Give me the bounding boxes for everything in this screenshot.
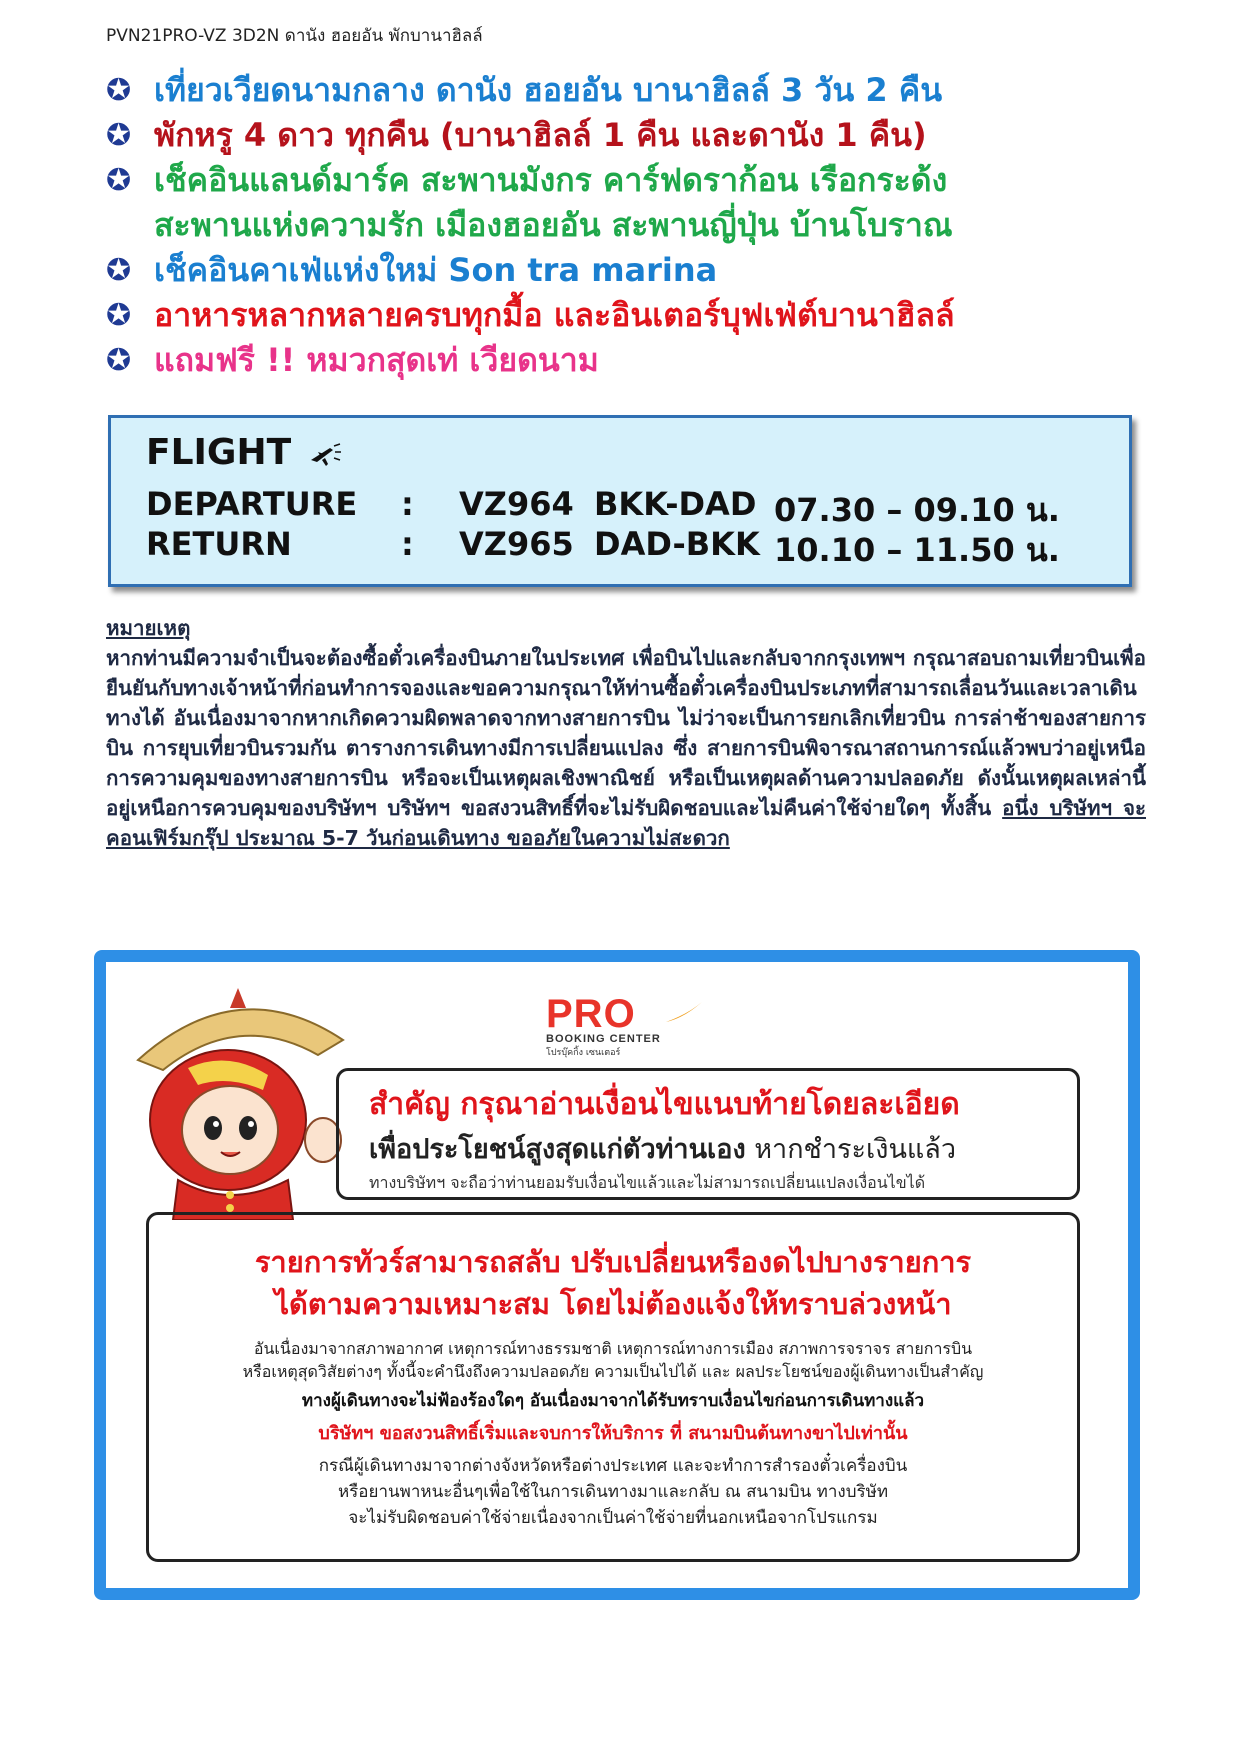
important-panel [336, 1068, 1080, 1200]
star-icon: ✪ [106, 163, 132, 198]
logo-thai-text: โปรบุ๊คกิ้ง เซนเตอร์ [546, 1048, 621, 1058]
tour-change-reason-1: อันเนื่องมาจากสภาพอากาศ เหตุการณ์ทางธรรมชาติ เหตุการณ์ทางการเมือง สภาพการจราจร สายการบิน [253, 1339, 973, 1358]
logo-subtitle: BOOKING CENTER [546, 1033, 661, 1045]
return-label: RETURN [146, 525, 292, 563]
flight-title-text: FLIGHT [146, 432, 292, 473]
return-sep: : [401, 525, 414, 563]
departure-time: 07.30 – 09.10 น. [774, 491, 1060, 529]
tour-change-panel [146, 1212, 1080, 1562]
important-note: ทางบริษัทฯ จะถือว่าท่านยอมรับเงื่อนไขแล้วและไม่สามารถเปลี่ยนแปลงเงื่อนไขได้ [369, 1173, 926, 1192]
flight-title [146, 432, 342, 473]
mascot-image [118, 980, 358, 1220]
highlight-text: เช็คอินคาเฟ่แห่งใหม่ Son tra marina [154, 251, 718, 289]
no-lawsuit-statement: ทางผู้เดินทางจะไม่ฟ้องร้องใดๆ อันเนื่องมาจากได้รับทราบเงื่อนไขก่อนการเดินทางแล้ว [301, 1391, 925, 1411]
departure-route: BKK-DAD [594, 485, 757, 523]
remark-underlined-text: อนึ่ง บริษัทฯ จะคอนเฟิร์มกรุ๊ป ประมาณ 5-7 วันก่อนเดินทาง ขออภัยในความไม่สะดวก [106, 796, 1146, 850]
highlight-item [106, 293, 1186, 338]
star-icon: ✪ [106, 298, 132, 333]
highlight-item [106, 113, 1186, 158]
highlight-item [106, 68, 1186, 113]
important-subheading-bold: เพื่อประโยชน์สูงสุดแก่ตัวท่านเอง [369, 1134, 746, 1165]
highlight-text: พักหรู 4 ดาว ทุกคืน (บานาฮิลล์ 1 คืน และดานัง 1 คืน) [154, 116, 927, 154]
highlight-line: สะพานแห่งความรัก เมืองฮอยอัน สะพานญี่ปุ่น บ้านโบราณ [154, 206, 953, 244]
tour-change-heading-1: รายการทัวร์สามารถสลับ ปรับเปลี่ยนหรืองดไปบางรายการ [254, 1245, 972, 1279]
highlight-text: แถมฟรี !! หมวกสุดเท่ เวียดนาม [154, 341, 599, 379]
return-time: 10.10 – 11.50 น. [774, 531, 1060, 569]
document-code: PVN21PRO-VZ 3D2N ดานัง ฮอยอัน พักบานาฮิลล์ [106, 26, 483, 46]
departure-sep: : [401, 485, 414, 523]
departure-label: DEPARTURE [146, 485, 358, 523]
important-keyword: สำคัญ [369, 1087, 450, 1122]
highlight-item [106, 338, 1186, 383]
star-icon: ✪ [106, 118, 132, 153]
airplane-icon [308, 440, 342, 468]
highlight-item [106, 248, 1186, 293]
flight-info-box [108, 415, 1132, 587]
star-icon: ✪ [106, 73, 132, 108]
swoosh-icon [664, 1000, 704, 1024]
highlight-text: อาหารหลากหลายครบทุกมื้อ และอินเตอร์บุฟเฟ่ต์บานาฮิลล์ [154, 296, 955, 334]
return-route: DAD-BKK [594, 525, 760, 563]
departure-flight-code: VZ964 [459, 485, 574, 523]
highlight-item [106, 158, 1186, 248]
airport-service-statement: บริษัทฯ ขอสงวนสิทธิ์เริ่มและจบการให้บริการ ที่ สนามบินต้นทางขาไปเท่านั้น [318, 1423, 908, 1444]
important-heading [369, 1081, 960, 1128]
tour-highlights [106, 68, 1186, 383]
remark-text: หากท่านมีความจำเป็นจะต้องซื้อตั๋วเครื่องบินภายในประเทศ เพื่อบินไปและกลับจากกรุงเทพฯ กรุณาสอบถามเที่ยวบินเพื่อยืนยันกับทางเจ้าหน้าที่ก่อนทำการจองและขอความกรุณาให้ท่านซื้อตั๋วเครื่องบินประเภทที่สามารถเลื่อนวันและเวลาเดินทางได้ อันเนื่องมาจากหากเกิดความผิดพลาดจากทางสายการบิน ไม่ว่าจะเป็นการยกเลิกเที่ยวบิน การล่าช้าของสายการบิน การยุบเที่ยวบินรวมกัน ตารางการเดินทางมีการเปลี่ยนแปลง ซึ่ง สายการบินพิจารณาสถานการณ์แล้วพบว่าอยู่เหนือการความคุมของทางสายการบิน หรือจะเป็นเหตุผลเชิงพาณิชย์ หรือเป็นเหตุผลด้านความปลอดภัย ดังนั้นเหตุผลเหล่านี้ อยู่เหนือการควบคุมของบริษัทฯ บริษัทฯ ขอสงวนสิทธิ์ที่จะไม่รับผิดชอบและไม่คืนค่าใช้จ่ายใดๆ ทั้งสิ้น [106, 646, 1146, 820]
remark-title: หมายเหตุ [106, 616, 191, 640]
highlight-text: เที่ยวเวียดนามกลาง ดานัง ฮอยอัน บานาฮิลล์ 3 วัน 2 คืน [154, 71, 943, 109]
tour-change-heading-2: ได้ตามความเหมาะสม โดยไม่ต้องแจ้งให้ทราบล่วงหน้า [274, 1287, 952, 1321]
highlight-text [154, 158, 1186, 248]
highlight-line: เช็คอินแลนด์มาร์ค สะพานมังกร คาร์ฟดราก้อน เรือกระด้ง [154, 161, 948, 199]
pro-booking-center-logo [546, 992, 661, 1059]
footnote-line-3: จะไม่รับผิดชอบค่าใช้จ่ายเนื่องจากเป็นค่าใช้จ่ายที่นอกเหนือจากโปรแกรม [348, 1508, 878, 1528]
star-icon: ✪ [106, 253, 132, 288]
logo-main-text: PRO [546, 992, 636, 1036]
important-subheading [369, 1127, 956, 1170]
footnote-line-1: กรณีผู้เดินทางมาจากต่างจังหวัดหรือต่างประเทศ และจะทำการสำรองตั๋วเครื่องบิน [318, 1456, 908, 1476]
important-subheading-rest: หากชำระเงินแล้ว [745, 1134, 957, 1165]
star-icon: ✪ [106, 343, 132, 378]
important-heading-rest: กรุณาอ่านเงื่อนไขแนบท้ายโดยละเอียด [449, 1087, 960, 1122]
remark-section [106, 613, 1146, 853]
remark-body [106, 643, 1146, 853]
tour-change-reason-2: หรือเหตุสุดวิสัยต่างๆ ทั้งนี้จะคำนึงถึงความปลอดภัย ความเป็นไปได้ และ ผลประโยชน์ของผู้เดินทางเป็นสำคัญ [242, 1362, 984, 1381]
return-flight-code: VZ965 [459, 525, 574, 563]
footnote-line-2: หรือยานพาหนะอื่นๆเพื่อใช้ในการเดินทางมาและกลับ ณ สนามบิน ทางบริษัท [337, 1482, 889, 1502]
important-notice-frame [94, 950, 1140, 1600]
